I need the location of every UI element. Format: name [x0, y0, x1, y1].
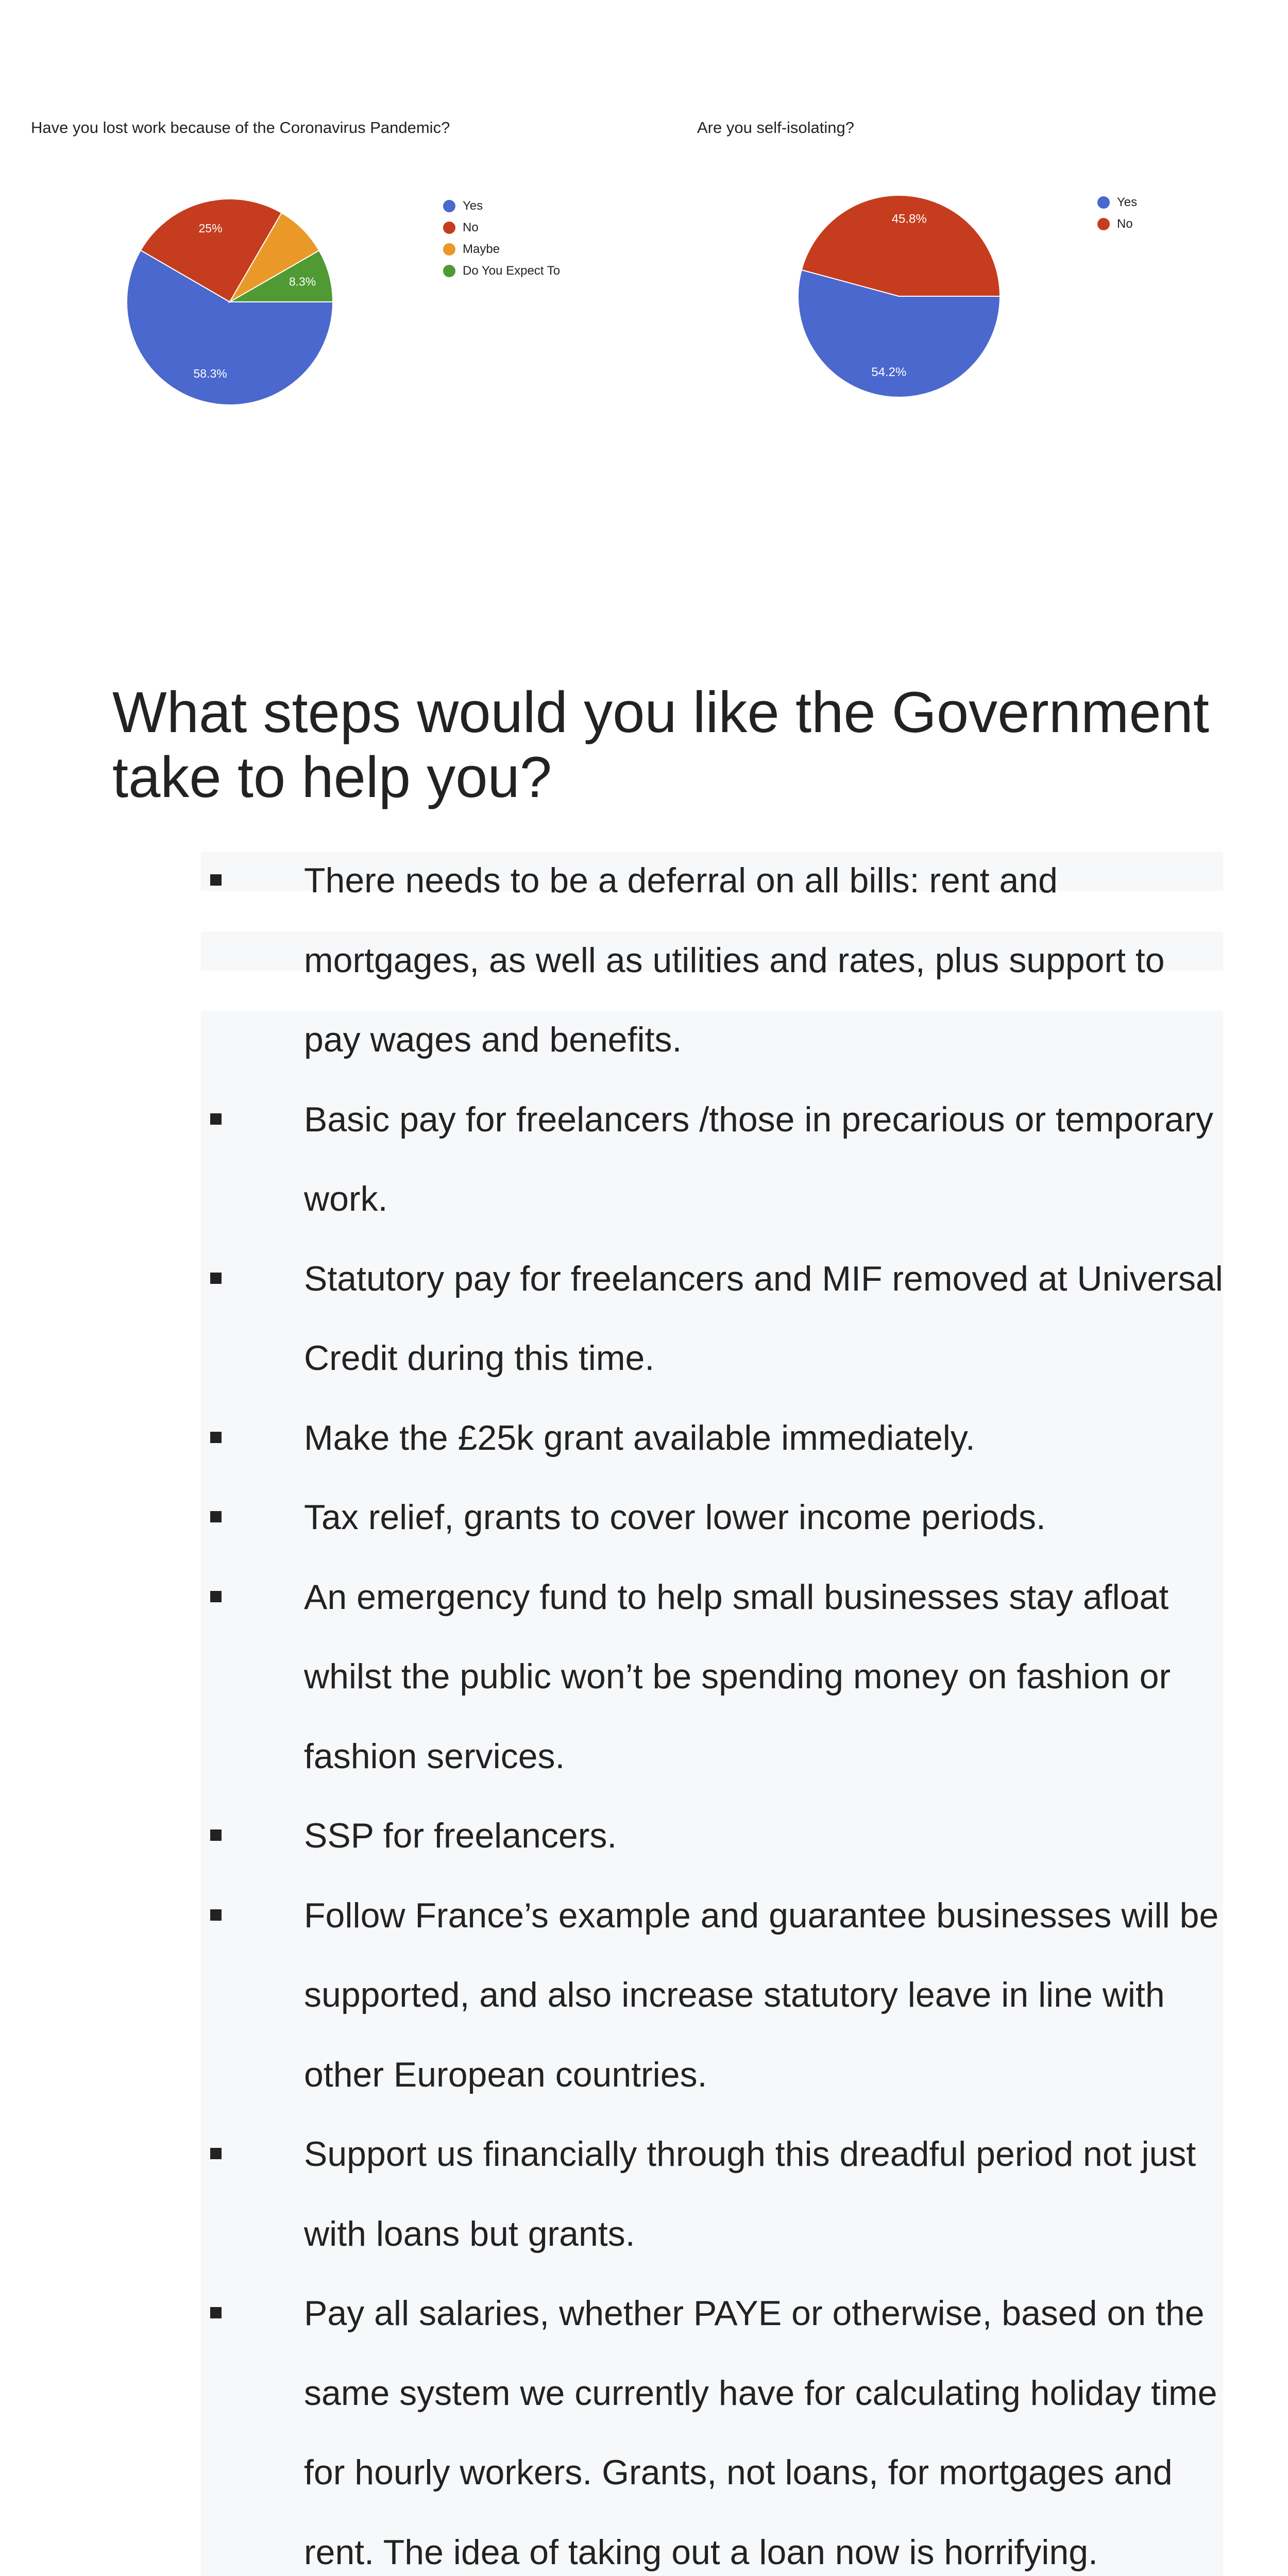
legend-swatch — [443, 222, 455, 234]
list-item — [201, 1876, 1223, 2115]
pie-chart — [783, 180, 1015, 412]
legend-label: Maybe — [463, 242, 500, 256]
list-item — [201, 1557, 1223, 1797]
bullet-icon — [210, 1591, 222, 1602]
legend-swatch — [1097, 218, 1110, 230]
slice-label: 25% — [198, 221, 223, 235]
list-item — [201, 1080, 1223, 1239]
list-item — [201, 841, 1223, 1080]
list-item-text: Basic pay for freelancers /those in precarious or temporary work. — [304, 1099, 1214, 1218]
legend-swatch — [443, 265, 455, 277]
legend-label: Yes — [463, 199, 483, 213]
legend-swatch — [443, 200, 455, 212]
list-item — [201, 2114, 1223, 2274]
list-item-text: Statutory pay for freelancers and MIF removed at Universal Credit during this time. — [304, 1259, 1223, 1378]
list-item — [201, 1796, 1223, 1876]
bullet-icon — [210, 2307, 222, 2318]
section-heading: What steps would you like the Government take to help you? — [112, 680, 1210, 809]
pie-slices — [127, 199, 333, 405]
bullet-icon — [210, 1829, 222, 1841]
chart-legend — [443, 195, 560, 282]
bullet-icon — [210, 1909, 222, 1921]
legend-item — [443, 195, 560, 217]
bullet-icon — [210, 2148, 222, 2159]
legend-label: No — [1117, 217, 1133, 231]
slice-label: 45.8% — [891, 212, 927, 226]
list-item — [201, 2274, 1223, 2576]
list-item-text: Make the £25k grant available immediately. — [304, 1418, 975, 1458]
chart-lost-work — [0, 0, 644, 464]
legend-item — [1097, 192, 1137, 213]
bullet-icon — [210, 1113, 222, 1125]
bullet-icon — [210, 874, 222, 886]
list-item — [201, 1239, 1223, 1398]
legend-label: Do You Expect To — [463, 264, 561, 278]
list-item-text: There needs to be a deferral on all bills: rent and mortgages, as well as utilities and rates, plus support to pay wages and benefits. — [304, 861, 1165, 1059]
chart-title: Have you lost work because of the Coronavirus Pandemic? — [31, 118, 450, 137]
legend-label: Yes — [1117, 195, 1138, 209]
bullet-icon — [210, 1273, 222, 1284]
legend-item — [443, 260, 560, 282]
chart-title: Are you self-isolating? — [697, 118, 854, 137]
chart-legend — [1097, 192, 1137, 235]
legend-item — [1097, 213, 1137, 235]
legend-label: No — [463, 221, 479, 234]
list-item-text: Follow France’s example and guarantee businesses will be supported, and also increase statutory leave in line with other European countries. — [304, 1895, 1219, 2094]
chart-self-isolating — [644, 0, 1288, 464]
answers-list — [201, 841, 1223, 2576]
list-item-text: Pay all salaries, whether PAYE or otherwise, based on the same system we currently have for calculating holiday time for hourly workers. Grants, not loans, for mortgages and rent. The idea of taking out a loan now is horrifying. — [304, 2294, 1217, 2572]
bullet-icon — [210, 1511, 222, 1522]
bullet-icon — [210, 1432, 222, 1443]
legend-swatch — [443, 243, 455, 256]
list-item-text: Tax relief, grants to cover lower income periods. — [304, 1498, 1046, 1537]
list-item-text: Support us financially through this dreadful period not just with loans but grants. — [304, 2134, 1196, 2253]
list-item-text: An emergency fund to help small businesses stay afloat whilst the public won’t be spending money on fashion or fashion services. — [304, 1577, 1171, 1776]
slice-label: 58.3% — [193, 367, 227, 381]
list-item — [201, 1478, 1223, 1557]
slice-label: 54.2% — [871, 365, 907, 380]
list-item — [201, 1398, 1223, 1478]
list-item-text: SSP for freelancers. — [304, 1816, 617, 1855]
legend-item — [443, 239, 560, 260]
legend-item — [443, 217, 560, 239]
slice-label: 8.3% — [289, 275, 316, 289]
legend-swatch — [1097, 196, 1110, 209]
pie-chart — [111, 183, 348, 420]
